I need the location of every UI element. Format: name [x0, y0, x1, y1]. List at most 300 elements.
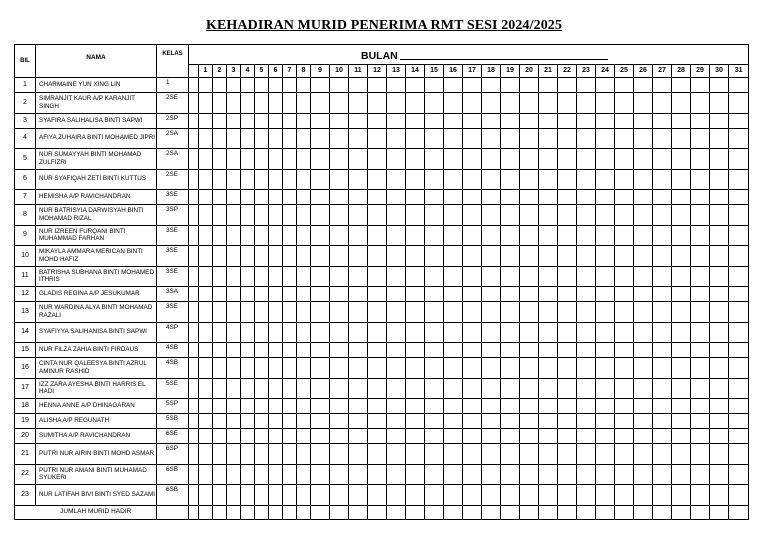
spacer-cell	[189, 485, 199, 506]
day-header-5: 5	[255, 65, 269, 78]
attendance-cell	[634, 128, 653, 149]
attendance-cell	[283, 169, 297, 190]
attendance-cell	[406, 287, 425, 302]
bil-cell: 21	[15, 444, 36, 465]
attendance-cell	[672, 149, 691, 170]
nama-cell: GLADIS REGINA A/P JESUKUMAR	[36, 287, 157, 302]
attendance-cell	[387, 169, 406, 190]
attendance-cell	[615, 225, 634, 246]
attendance-cell	[444, 399, 463, 414]
nama-cell: SUMITHA A/P RAVICHANDRAN	[36, 429, 157, 444]
attendance-cell	[297, 322, 311, 343]
attendance-cell	[330, 302, 349, 323]
attendance-cell	[406, 190, 425, 205]
attendance-cell	[691, 429, 710, 444]
attendance-cell	[672, 358, 691, 379]
attendance-cell	[368, 93, 387, 114]
attendance-cell	[539, 78, 558, 93]
attendance-cell	[615, 429, 634, 444]
attendance-cell	[199, 149, 213, 170]
bil-cell: 12	[15, 287, 36, 302]
attendance-cell	[269, 414, 283, 429]
attendance-cell	[425, 169, 444, 190]
student-row	[15, 190, 749, 205]
attendance-cell	[349, 128, 368, 149]
attendance-cell	[199, 399, 213, 414]
attendance-cell	[283, 190, 297, 205]
day-header-19: 19	[501, 65, 520, 78]
attendance-cell	[596, 190, 615, 205]
nama-cell: NUR IZREEN FURQANI BINTI MUHAMMAD FARHAN	[36, 225, 157, 246]
day-header-9: 9	[311, 65, 330, 78]
day-header-30: 30	[710, 65, 729, 78]
attendance-cell	[311, 169, 330, 190]
attendance-cell	[444, 128, 463, 149]
attendance-cell	[634, 399, 653, 414]
attendance-cell	[672, 414, 691, 429]
attendance-cell	[213, 464, 227, 485]
attendance-cell	[520, 205, 539, 226]
attendance-cell	[577, 93, 596, 114]
attendance-cell	[501, 399, 520, 414]
nama-cell: MIKAYLA AMMARA MERICAN BINTI MOHD HAFIZ	[36, 246, 157, 267]
attendance-cell	[330, 414, 349, 429]
attendance-cell	[539, 302, 558, 323]
spacer-cell	[189, 149, 199, 170]
student-row	[15, 322, 749, 343]
attendance-cell	[577, 399, 596, 414]
attendance-cell	[269, 169, 283, 190]
attendance-cell	[330, 378, 349, 399]
attendance-cell	[255, 113, 269, 128]
spacer-cell	[189, 358, 199, 379]
attendance-cell	[255, 358, 269, 379]
attendance-cell	[558, 429, 577, 444]
attendance-cell	[710, 93, 729, 114]
day-header-16: 16	[444, 65, 463, 78]
attendance-cell	[558, 464, 577, 485]
attendance-cell	[729, 287, 749, 302]
attendance-cell	[330, 169, 349, 190]
attendance-cell	[297, 246, 311, 267]
attendance-cell	[653, 429, 672, 444]
header-bulan-cell	[189, 45, 749, 65]
attendance-cell	[596, 464, 615, 485]
attendance-cell	[596, 266, 615, 287]
attendance-cell	[463, 93, 482, 114]
attendance-cell	[283, 113, 297, 128]
nama-cell: SYAFIYYA SALIHANISA BINTI SAPWI	[36, 322, 157, 343]
attendance-cell	[387, 78, 406, 93]
attendance-cell	[520, 429, 539, 444]
jumlah-murid-hadir: JUMLAH MURID HADIR	[36, 505, 157, 519]
attendance-cell	[199, 78, 213, 93]
day-header-10: 10	[330, 65, 349, 78]
attendance-cell	[330, 287, 349, 302]
attendance-cell	[297, 169, 311, 190]
attendance-cell	[596, 399, 615, 414]
attendance-cell	[349, 302, 368, 323]
attendance-cell	[691, 322, 710, 343]
attendance-cell	[349, 169, 368, 190]
attendance-cell	[710, 149, 729, 170]
attendance-cell	[349, 414, 368, 429]
attendance-cell	[199, 485, 213, 506]
attendance-cell	[269, 149, 283, 170]
attendance-cell	[691, 378, 710, 399]
spacer-cell	[189, 464, 199, 485]
attendance-cell	[615, 190, 634, 205]
attendance-cell	[539, 246, 558, 267]
attendance-cell	[241, 322, 255, 343]
attendance-cell	[311, 399, 330, 414]
attendance-cell	[463, 113, 482, 128]
attendance-cell	[297, 378, 311, 399]
nama-cell: BATRISHA SUBHANA BINTI MOHAMED ITHRIS	[36, 266, 157, 287]
attendance-cell	[596, 149, 615, 170]
total-cell	[710, 505, 729, 519]
attendance-cell	[297, 287, 311, 302]
bil-cell: 18	[15, 399, 36, 414]
attendance-cell	[213, 444, 227, 465]
kelas-cell: 4SB	[157, 343, 189, 358]
attendance-cell	[501, 322, 520, 343]
day-header-14: 14	[406, 65, 425, 78]
attendance-cell	[311, 302, 330, 323]
nama-cell: CHARMAINE YUN XING LIN	[36, 78, 157, 93]
attendance-cell	[710, 378, 729, 399]
attendance-cell	[406, 343, 425, 358]
total-cell	[330, 505, 349, 519]
attendance-cell	[349, 205, 368, 226]
attendance-cell	[463, 246, 482, 267]
attendance-cell	[520, 225, 539, 246]
attendance-cell	[710, 287, 729, 302]
student-row	[15, 378, 749, 399]
total-cell	[634, 505, 653, 519]
attendance-cell	[283, 93, 297, 114]
attendance-cell	[691, 190, 710, 205]
attendance-cell	[406, 128, 425, 149]
attendance-cell	[520, 190, 539, 205]
attendance-cell	[577, 78, 596, 93]
attendance-cell	[283, 149, 297, 170]
attendance-cell	[672, 169, 691, 190]
attendance-cell	[213, 128, 227, 149]
day-header-1: 1	[199, 65, 213, 78]
attendance-cell	[729, 149, 749, 170]
attendance-cell	[710, 358, 729, 379]
attendance-cell	[368, 429, 387, 444]
attendance-cell	[368, 343, 387, 358]
attendance-cell	[213, 485, 227, 506]
attendance-cell	[387, 464, 406, 485]
attendance-cell	[368, 322, 387, 343]
attendance-cell	[482, 266, 501, 287]
attendance-cell	[691, 93, 710, 114]
attendance-cell	[227, 358, 241, 379]
attendance-cell	[653, 399, 672, 414]
attendance-cell	[577, 225, 596, 246]
attendance-cell	[349, 190, 368, 205]
attendance-cell	[255, 225, 269, 246]
attendance-cell	[729, 266, 749, 287]
bulan-fill-line	[400, 50, 608, 60]
attendance-cell	[482, 78, 501, 93]
attendance-cell	[463, 429, 482, 444]
total-cell	[653, 505, 672, 519]
attendance-cell	[444, 190, 463, 205]
spacer-cell	[189, 444, 199, 465]
attendance-cell	[311, 113, 330, 128]
kelas-cell: 3SP	[157, 205, 189, 226]
attendance-cell	[558, 399, 577, 414]
attendance-cell	[558, 378, 577, 399]
attendance-cell	[710, 246, 729, 267]
attendance-cell	[241, 169, 255, 190]
attendance-cell	[710, 322, 729, 343]
nama-cell: SIMRANJIT KAUR A/P KARANJIT SINGH	[36, 93, 157, 114]
attendance-cell	[406, 266, 425, 287]
attendance-cell	[596, 322, 615, 343]
attendance-cell	[501, 429, 520, 444]
attendance-cell	[425, 190, 444, 205]
attendance-cell	[444, 246, 463, 267]
attendance-cell	[297, 78, 311, 93]
attendance-cell	[729, 358, 749, 379]
attendance-cell	[406, 113, 425, 128]
attendance-cell	[577, 378, 596, 399]
attendance-cell	[558, 414, 577, 429]
attendance-cell	[672, 429, 691, 444]
nama-cell: NUR WARDINA ALYA BINTI MOHAMAD RAZALI	[36, 302, 157, 323]
bil-cell: 3	[15, 113, 36, 128]
attendance-cell	[330, 190, 349, 205]
attendance-cell	[558, 444, 577, 465]
attendance-cell	[558, 225, 577, 246]
student-row	[15, 464, 749, 485]
attendance-cell	[406, 399, 425, 414]
attendance-cell	[255, 205, 269, 226]
attendance-cell	[444, 266, 463, 287]
attendance-cell	[387, 343, 406, 358]
day-header-11: 11	[349, 65, 368, 78]
attendance-cell	[710, 113, 729, 128]
attendance-cell	[539, 169, 558, 190]
attendance-cell	[615, 128, 634, 149]
attendance-cell	[729, 205, 749, 226]
attendance-cell	[653, 287, 672, 302]
nama-cell: AFIYA ZUHAIRA BINTI MOHAMED JIPRI	[36, 128, 157, 149]
attendance-cell	[199, 343, 213, 358]
attendance-cell	[539, 429, 558, 444]
attendance-cell	[311, 78, 330, 93]
attendance-cell	[691, 246, 710, 267]
total-cell	[596, 505, 615, 519]
attendance-cell	[539, 464, 558, 485]
total-cell	[311, 505, 330, 519]
attendance-cell	[269, 205, 283, 226]
attendance-cell	[213, 205, 227, 226]
attendance-cell	[577, 287, 596, 302]
attendance-cell	[241, 205, 255, 226]
attendance-cell	[297, 190, 311, 205]
attendance-cell	[269, 444, 283, 465]
spacer-cell	[189, 113, 199, 128]
attendance-cell	[653, 378, 672, 399]
attendance-cell	[241, 358, 255, 379]
attendance-cell	[596, 429, 615, 444]
attendance-cell	[269, 246, 283, 267]
attendance-cell	[330, 205, 349, 226]
attendance-cell	[463, 266, 482, 287]
attendance-cell	[213, 358, 227, 379]
attendance-cell	[406, 78, 425, 93]
kelas-cell: 3SE	[157, 302, 189, 323]
attendance-cell	[255, 78, 269, 93]
attendance-cell	[311, 444, 330, 465]
total-cell	[444, 505, 463, 519]
attendance-cell	[227, 302, 241, 323]
student-row	[15, 246, 749, 267]
attendance-cell	[482, 378, 501, 399]
spacer-cell	[189, 78, 199, 93]
spacer-cell	[189, 343, 199, 358]
day-header-4: 4	[241, 65, 255, 78]
attendance-cell	[255, 464, 269, 485]
attendance-cell	[501, 78, 520, 93]
attendance-cell	[425, 287, 444, 302]
attendance-cell	[199, 464, 213, 485]
bil-cell: 8	[15, 205, 36, 226]
attendance-cell	[596, 93, 615, 114]
attendance-cell	[269, 287, 283, 302]
attendance-cell	[653, 149, 672, 170]
attendance-cell	[634, 205, 653, 226]
attendance-cell	[330, 444, 349, 465]
attendance-cell	[199, 378, 213, 399]
student-row	[15, 149, 749, 170]
attendance-cell	[482, 302, 501, 323]
attendance-cell	[330, 246, 349, 267]
attendance-cell	[672, 322, 691, 343]
attendance-cell	[241, 93, 255, 114]
attendance-cell	[691, 169, 710, 190]
total-cell	[368, 505, 387, 519]
attendance-cell	[444, 78, 463, 93]
attendance-cell	[615, 358, 634, 379]
attendance-cell	[425, 322, 444, 343]
attendance-cell	[520, 399, 539, 414]
attendance-cell	[444, 225, 463, 246]
attendance-cell	[558, 93, 577, 114]
attendance-cell	[297, 444, 311, 465]
attendance-cell	[330, 93, 349, 114]
attendance-cell	[227, 266, 241, 287]
attendance-cell	[241, 485, 255, 506]
bil-cell: 9	[15, 225, 36, 246]
nama-cell: CINTA NUR QALEESYA BINTI AZRUL AMINUR RASHID	[36, 358, 157, 379]
attendance-cell	[672, 266, 691, 287]
attendance-cell	[283, 343, 297, 358]
attendance-cell	[227, 444, 241, 465]
attendance-cell	[501, 378, 520, 399]
attendance-cell	[283, 78, 297, 93]
day-header-3: 3	[227, 65, 241, 78]
attendance-cell	[199, 414, 213, 429]
kelas-cell: 6SP	[157, 444, 189, 465]
attendance-cell	[349, 464, 368, 485]
attendance-cell	[406, 93, 425, 114]
attendance-cell	[241, 78, 255, 93]
attendance-cell	[558, 128, 577, 149]
attendance-cell	[213, 414, 227, 429]
attendance-cell	[577, 128, 596, 149]
bil-cell: 6	[15, 169, 36, 190]
attendance-cell	[444, 113, 463, 128]
attendance-cell	[227, 246, 241, 267]
attendance-cell	[729, 378, 749, 399]
attendance-cell	[406, 302, 425, 323]
attendance-cell	[406, 169, 425, 190]
spacer-cell	[189, 128, 199, 149]
attendance-cell	[615, 169, 634, 190]
attendance-cell	[482, 190, 501, 205]
attendance-cell	[596, 444, 615, 465]
attendance-table	[14, 44, 749, 520]
attendance-cell	[672, 343, 691, 358]
page-title: KEHADIRAN MURID PENERIMA RMT SESI 2024/2025	[205, 18, 562, 33]
attendance-cell	[269, 78, 283, 93]
attendance-cell	[283, 414, 297, 429]
attendance-cell	[330, 266, 349, 287]
attendance-cell	[482, 464, 501, 485]
attendance-cell	[710, 399, 729, 414]
attendance-cell	[349, 343, 368, 358]
attendance-cell	[425, 78, 444, 93]
attendance-cell	[199, 93, 213, 114]
spacer-cell	[189, 429, 199, 444]
attendance-cell	[444, 149, 463, 170]
attendance-cell	[368, 149, 387, 170]
attendance-cell	[463, 464, 482, 485]
attendance-cell	[710, 444, 729, 465]
attendance-cell	[297, 485, 311, 506]
attendance-cell	[213, 343, 227, 358]
attendance-cell	[349, 149, 368, 170]
attendance-cell	[653, 322, 672, 343]
attendance-cell	[520, 464, 539, 485]
attendance-cell	[387, 399, 406, 414]
day-header-7: 7	[283, 65, 297, 78]
spacer-cell	[189, 190, 199, 205]
attendance-cell	[615, 322, 634, 343]
attendance-cell	[330, 149, 349, 170]
attendance-cell	[691, 266, 710, 287]
attendance-cell	[653, 93, 672, 114]
attendance-cell	[615, 149, 634, 170]
attendance-cell	[311, 287, 330, 302]
attendance-cell	[539, 205, 558, 226]
bil-cell: 7	[15, 190, 36, 205]
attendance-cell	[297, 149, 311, 170]
attendance-cell	[558, 322, 577, 343]
total-cell	[539, 505, 558, 519]
attendance-cell	[406, 246, 425, 267]
attendance-cell	[501, 414, 520, 429]
attendance-cell	[520, 128, 539, 149]
attendance-cell	[368, 399, 387, 414]
